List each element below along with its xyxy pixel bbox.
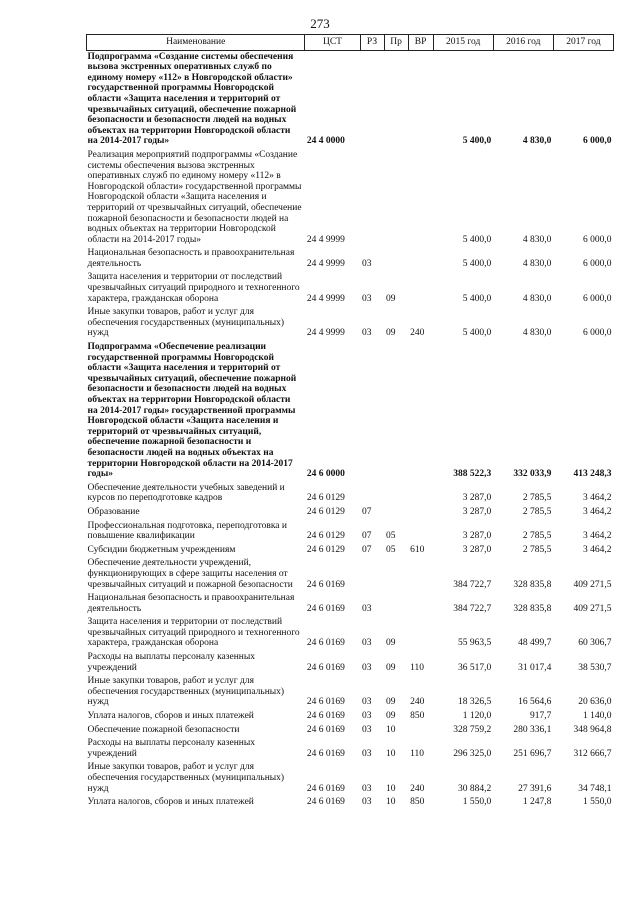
cell-name: Обеспечение деятельности учреждений, функционирующих в сфере защиты населения от чрезвычайных ситуаций и пожарной безопасности xyxy=(87,558,293,590)
cell-rz: 03 xyxy=(362,258,372,269)
cell-y2015: 3 287,0 xyxy=(462,544,492,555)
header-2017: 2017 год xyxy=(553,35,613,51)
cell-y2016: 2 785,5 xyxy=(522,544,552,555)
cell-vr xyxy=(408,149,433,247)
cell-cst: 24 6 0169 xyxy=(306,724,345,735)
cell-name: Национальная безопасность и правоохранительная деятельность xyxy=(87,248,295,269)
cell-name: Подпрограмма «Создание системы обеспечения вызова экстренных оперативных служб по единому номеру «112» в Новгородской области» государственной программы Новгородской области «Защита населения и территорий от чрезвычайных ситуаций, обеспечение пожарной безопасности и безопасности людей на водных объектах на территории Новгородской области на 2014-2017 годы» xyxy=(87,51,297,147)
cell-y2015: 36 517,0 xyxy=(457,662,492,673)
table-row xyxy=(87,710,614,724)
cell-y2016: 4 830,0 xyxy=(522,136,552,147)
cell-y2017: 1 550,0 xyxy=(583,797,612,808)
cell-rz xyxy=(360,482,384,506)
cell-name: Обеспечение пожарной безопасности xyxy=(87,724,240,735)
cell-vr: 240 xyxy=(410,783,425,794)
cell-y2017: 20 636,0 xyxy=(578,697,612,708)
cell-name: Расходы на выплаты персоналу казенных учреждений xyxy=(87,652,256,673)
cell-cst: 24 6 0129 xyxy=(306,531,345,542)
cell-rz: 07 xyxy=(362,506,372,517)
cell-vr xyxy=(408,247,433,271)
cell-pr: 09 xyxy=(386,697,396,708)
cell-rz: 03 xyxy=(362,711,372,722)
cell-pr: 09 xyxy=(386,328,396,339)
cell-cst: 24 6 0169 xyxy=(306,711,345,722)
cell-vr xyxy=(408,557,433,592)
cell-name: Реализация мероприятий подпрограммы «Создание системы обеспечения вызова экстренных оперативных служб по единому номеру «112» в Новгородской области» государственной программы Новгородской области «Защита населения и территорий от чрезвычайных ситуаций, обеспечение пожарной безопасности и безопасности людей на водных объектах на территории Новгородской области на 2014-2017 годы» xyxy=(87,149,302,245)
cell-pr xyxy=(384,482,408,506)
cell-vr: 240 xyxy=(410,328,425,339)
cell-y2017: 6 000,0 xyxy=(583,234,612,245)
table-row xyxy=(87,482,614,506)
cell-name: Иные закупки товаров, работ и услуг для обеспечения государственных (муниципальных) нужд xyxy=(87,307,285,339)
cell-y2016: 2 785,5 xyxy=(522,531,552,542)
cell-rz: 03 xyxy=(362,293,372,304)
cell-y2017: 3 464,2 xyxy=(583,531,612,542)
cell-y2015: 5 400,0 xyxy=(462,258,492,269)
table-row xyxy=(87,520,614,544)
cell-name: Иные закупки товаров, работ и услуг для обеспечения государственных (муниципальных) нужд xyxy=(87,676,285,708)
table-row xyxy=(87,651,614,675)
cell-rz xyxy=(360,50,384,149)
cell-y2015: 1 550,0 xyxy=(462,797,492,808)
cell-vr xyxy=(408,341,433,482)
cell-pr xyxy=(384,149,408,247)
cell-name: Иные закупки товаров, работ и услуг для обеспечения государственных (муниципальных) нужд xyxy=(87,762,285,794)
table-header-row xyxy=(87,35,614,51)
cell-y2016: 2 785,5 xyxy=(522,506,552,517)
cell-y2015: 328 759,2 xyxy=(453,724,492,735)
cell-y2015: 55 963,5 xyxy=(457,638,492,649)
cell-name: Профессиональная подготовка, переподготовка и повышение квалификации xyxy=(87,520,287,542)
cell-pr xyxy=(384,506,408,520)
cell-y2016: 4 830,0 xyxy=(522,234,552,245)
cell-y2017: 413 248,3 xyxy=(573,469,612,480)
cell-cst: 24 6 0169 xyxy=(306,783,345,794)
cell-name: Образование xyxy=(87,506,140,517)
header-pr: Пр xyxy=(384,35,408,51)
cell-y2016: 4 830,0 xyxy=(522,328,552,339)
header-cst: ЦСТ xyxy=(305,35,360,51)
table-row xyxy=(87,592,614,616)
cell-y2016: 48 499,7 xyxy=(518,638,552,649)
cell-y2017: 38 530,7 xyxy=(578,662,612,673)
cell-rz: 07 xyxy=(362,544,372,555)
cell-y2015: 5 400,0 xyxy=(462,234,492,245)
header-2015: 2015 год xyxy=(433,35,493,51)
cell-vr xyxy=(408,271,433,306)
cell-cst: 24 6 0169 xyxy=(306,603,345,614)
cell-name: Уплата налогов, сборов и иных платежей xyxy=(87,797,254,808)
cell-rz: 03 xyxy=(362,783,372,794)
cell-y2015: 384 722,7 xyxy=(453,603,492,614)
cell-cst: 24 4 9999 xyxy=(306,293,345,304)
table-row xyxy=(87,306,614,341)
table-row xyxy=(87,271,614,306)
cell-y2017: 1 140,0 xyxy=(583,711,612,722)
cell-y2017: 312 666,7 xyxy=(573,748,612,759)
cell-cst: 24 6 0169 xyxy=(306,697,345,708)
cell-y2016: 332 033,9 xyxy=(513,469,552,480)
cell-pr xyxy=(384,341,408,482)
cell-y2015: 384 722,7 xyxy=(453,579,492,590)
header-2016: 2016 год xyxy=(493,35,553,51)
table-row xyxy=(87,616,614,651)
cell-y2017: 6 000,0 xyxy=(583,328,612,339)
cell-y2016: 280 336,1 xyxy=(513,724,552,735)
cell-rz: 03 xyxy=(362,724,372,735)
cell-y2016: 27 391,6 xyxy=(518,783,552,794)
cell-y2016: 1 247,8 xyxy=(522,797,552,808)
cell-cst: 24 6 0169 xyxy=(306,579,345,590)
cell-y2017: 60 306,7 xyxy=(578,638,612,649)
cell-name: Расходы на выплаты персоналу казенных учреждений xyxy=(87,738,256,759)
cell-vr xyxy=(408,592,433,616)
cell-vr xyxy=(408,520,433,544)
cell-y2016: 328 835,8 xyxy=(513,603,552,614)
table-row xyxy=(87,796,614,810)
cell-y2017: 6 000,0 xyxy=(583,293,612,304)
cell-cst: 24 6 0129 xyxy=(306,493,345,504)
cell-y2017: 34 748,1 xyxy=(578,783,612,794)
cell-vr xyxy=(408,50,433,149)
header-vr: ВР xyxy=(408,35,433,51)
budget-table xyxy=(86,34,614,810)
cell-cst: 24 4 9999 xyxy=(306,258,345,269)
cell-vr xyxy=(408,482,433,506)
cell-y2015: 5 400,0 xyxy=(462,136,492,147)
cell-y2017: 6 000,0 xyxy=(583,258,612,269)
cell-pr: 05 xyxy=(386,531,396,542)
cell-name: Защита населения и территории от последствий чрезвычайных ситуаций природного и техногенного характера, гражданская оборона xyxy=(87,617,300,649)
cell-y2017: 6 000,0 xyxy=(583,136,612,147)
cell-cst: 24 6 0169 xyxy=(306,748,345,759)
cell-cst: 24 6 0129 xyxy=(306,544,345,555)
table-row xyxy=(87,557,614,592)
cell-rz: 07 xyxy=(362,531,372,542)
cell-y2015: 5 400,0 xyxy=(462,328,492,339)
cell-y2015: 1 120,0 xyxy=(462,711,492,722)
cell-vr xyxy=(408,506,433,520)
cell-name: Подпрограмма «Обеспечение реализации государственной программы Новгородской области «Защита населения и территорий от чрезвычайных ситуаций, обеспечение пожарной безопасности и безопасности людей на водных объектах на территории Новгородской области на 2014-2017 годы» государственной программы Новгородской области «Защита населения и территорий от чрезвычайных ситуаций, обеспечение пожарной безопасности и безопасности людей на водных объектах на территории Новгородской области на 2014-2017 годы» xyxy=(87,342,297,480)
cell-name: Субсидии бюджетным учреждениям xyxy=(87,544,236,555)
table-row xyxy=(87,50,614,149)
cell-vr: 110 xyxy=(410,748,424,759)
cell-vr: 240 xyxy=(410,697,425,708)
table-row xyxy=(87,724,614,738)
cell-y2015: 3 287,0 xyxy=(462,506,492,517)
cell-cst: 24 6 0169 xyxy=(306,662,345,673)
cell-rz xyxy=(360,557,384,592)
cell-cst: 24 4 0000 xyxy=(306,136,345,147)
table-row xyxy=(87,675,614,710)
cell-pr: 10 xyxy=(386,797,396,808)
table-row xyxy=(87,761,614,796)
cell-pr: 05 xyxy=(386,544,396,555)
table-row xyxy=(87,149,614,247)
cell-y2015: 296 325,0 xyxy=(453,748,492,759)
cell-y2016: 4 830,0 xyxy=(522,258,552,269)
cell-rz xyxy=(360,149,384,247)
cell-y2017: 3 464,2 xyxy=(583,493,612,504)
cell-pr xyxy=(384,50,408,149)
cell-y2016: 251 696,7 xyxy=(513,748,552,759)
cell-name: Обеспечение деятельности учебных заведений и курсов по переподготовке кадров xyxy=(87,482,285,504)
cell-y2017: 3 464,2 xyxy=(583,544,612,555)
cell-pr: 09 xyxy=(386,711,396,722)
cell-y2017: 348 964,8 xyxy=(573,724,612,735)
cell-y2017: 409 271,5 xyxy=(573,603,612,614)
table-row xyxy=(87,544,614,558)
table-row xyxy=(87,506,614,520)
cell-y2016: 4 830,0 xyxy=(522,293,552,304)
header-name: Наименование xyxy=(87,35,305,51)
cell-pr: 10 xyxy=(386,724,396,735)
cell-vr xyxy=(408,616,433,651)
cell-y2017: 409 271,5 xyxy=(573,579,612,590)
cell-rz xyxy=(360,341,384,482)
cell-cst: 24 6 0169 xyxy=(306,797,345,808)
cell-vr: 850 xyxy=(410,797,425,808)
cell-y2015: 5 400,0 xyxy=(462,293,492,304)
cell-pr: 09 xyxy=(386,638,396,649)
table-row xyxy=(87,737,614,761)
cell-cst: 24 4 9999 xyxy=(306,328,345,339)
cell-pr xyxy=(384,592,408,616)
cell-pr: 09 xyxy=(386,293,396,304)
cell-y2016: 328 835,8 xyxy=(513,579,552,590)
cell-rz: 03 xyxy=(362,797,372,808)
cell-vr: 850 xyxy=(410,711,425,722)
cell-y2015: 3 287,0 xyxy=(462,493,492,504)
cell-rz: 03 xyxy=(362,638,372,649)
cell-pr: 10 xyxy=(386,748,396,759)
cell-y2015: 3 287,0 xyxy=(462,531,492,542)
cell-pr xyxy=(384,247,408,271)
cell-y2015: 18 326,5 xyxy=(457,697,492,708)
table-row xyxy=(87,247,614,271)
cell-cst: 24 6 0169 xyxy=(306,638,345,649)
cell-y2016: 2 785,5 xyxy=(522,493,552,504)
cell-pr xyxy=(384,557,408,592)
cell-y2016: 31 017,4 xyxy=(518,662,552,673)
cell-rz: 03 xyxy=(362,697,372,708)
cell-rz: 03 xyxy=(362,662,372,673)
table-row xyxy=(87,341,614,482)
cell-rz: 03 xyxy=(362,748,372,759)
cell-vr xyxy=(408,724,433,738)
cell-y2015: 30 884,2 xyxy=(457,783,492,794)
page-number: 273 xyxy=(310,16,330,31)
cell-y2016: 16 564,6 xyxy=(518,697,552,708)
header-rz: РЗ xyxy=(360,35,384,51)
cell-cst: 24 4 9999 xyxy=(306,234,345,245)
cell-y2015: 388 522,3 xyxy=(453,469,492,480)
cell-vr: 110 xyxy=(410,662,424,673)
cell-y2017: 3 464,2 xyxy=(583,506,612,517)
cell-cst: 24 6 0000 xyxy=(306,469,345,480)
cell-pr: 10 xyxy=(386,783,396,794)
cell-name: Защита населения и территории от последствий чрезвычайных ситуаций природного и техногенного характера, гражданская оборона xyxy=(87,272,300,304)
cell-rz: 03 xyxy=(362,328,372,339)
cell-vr: 610 xyxy=(410,544,425,555)
cell-cst: 24 6 0129 xyxy=(306,506,345,517)
cell-name: Национальная безопасность и правоохранительная деятельность xyxy=(87,593,295,614)
cell-name: Уплата налогов, сборов и иных платежей xyxy=(87,711,254,722)
cell-rz: 03 xyxy=(362,603,372,614)
cell-y2016: 917,7 xyxy=(529,711,552,722)
cell-pr: 09 xyxy=(386,662,396,673)
